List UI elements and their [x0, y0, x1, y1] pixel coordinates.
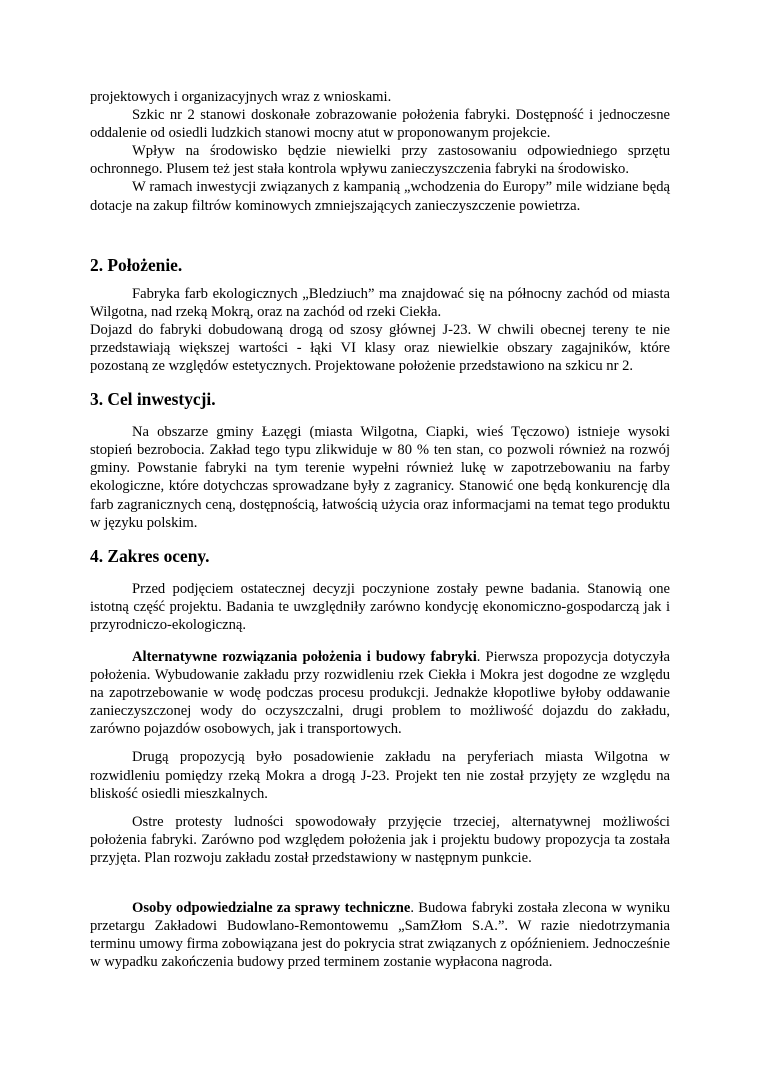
spacer	[90, 215, 670, 255]
section-2-paragraph-2: Dojazd do fabryki dobudowaną drogą od szosy głównej J-23. W chwili obecnej tereny te nie przedstawiają większej wartości - łąki VI klasy oraz niewielkie obszary zagajników, które pozostaną ze względów estetycznych. Projektowane położenie przedstawiono na szkicu nr 2.	[90, 321, 670, 375]
technical-responsibility-paragraph	[90, 899, 670, 971]
alternatives-text: . Pierwsza propozycja dotyczyła położenia. Wybudowanie zakładu przy rozwidleniu rzek Ciekła i Mokra jest dogodne ze względu na zapotrzebowanie w wodę podczas procesu produkcji. Jednakże kłopotliwe byłoby oddawanie zanieczyszczonej wody do oczyszczalni, drugi problem to możliwość dojazdu do zakładu, zarówno pojazdów osobowych, jak i transportowych.	[90, 648, 671, 738]
technical-responsibility-text: . Budowa fabryki została zlecona w wyniku przetargu Zakładowi Budowlano-Remontowemu „SamZłom S.A.”. W razie niedotrzymania terminu umowy firma zobowiązana jest do pokrycia strat związanych z opóźnieniem. Jednocześnie w wypadku zakończenia budowy przed terminem zostanie wypłacona nagroda.	[90, 900, 670, 971]
alternatives-title: Alternatywne rozwiązania położenia i budowy fabryki	[132, 648, 477, 665]
spacer	[90, 566, 670, 580]
spacer	[90, 532, 670, 546]
section-2-heading: 2. Położenie.	[90, 254, 183, 275]
technical-responsibility-title: Osoby odpowiedzialne za sprawy techniczne	[132, 900, 411, 916]
spacer	[90, 867, 670, 899]
second-proposal-paragraph: Drugą propozycją było posadowienie zakładu na peryferiach miasta Wilgotna w rozwidleniu pomiędzy rzeką Mokra a drogą J-23. Projekt ten nie został przyjęty ze względu na bliskość osiedli mieszkalnych.	[90, 749, 670, 802]
section-3-heading: 3. Cel inwestycji.	[90, 389, 216, 410]
spacer	[90, 275, 670, 285]
intro-paragraph-3: Wpływ na środowisko będzie niewielki przy zastosowaniu odpowiedniego sprzętu ochronnego. Plusem też jest stała kontrola wpływu zanieczyszczenia fabryki na środowisko.	[90, 143, 670, 178]
spacer	[90, 634, 670, 648]
intro-paragraph-2: Szkic nr 2 stanowi doskonałe zobrazowanie położenia fabryki. Dostępność i jednoczesne oddalenie od osiedli ludzkich stanowi mocny atut w proponowanym projekcie.	[90, 107, 670, 142]
intro-paragraph-4: W ramach inwestycji związanych z kampanią „wchodzenia do Europy” mile widziane będą dotacje na zakup filtrów kominowych zmniejszających zanieczyszczenie powietrza.	[90, 179, 670, 214]
section-3-paragraph-1: Na obszarze gminy Łazęgi (miasta Wilgotna, Ciapki, wieś Tęczowo) istnieje wysoki stopień bezrobocia. Zakład tego typu zlikwiduje w 80 % ten stan, co pozwoli również na rozwój gminy. Powstanie fabryki na tym terenie wypełni również lukę w zapotrzebowaniu na farby ekologiczne, które dotychczas sprowadzane były z zagranicy. Stanowić one będą konkurencję dla farb zagranicznych ceną, dostępnością, łatwością użycia oraz informacjami na temat tego produktu w języku polskim.	[90, 424, 670, 531]
spacer	[90, 375, 670, 389]
third-proposal-paragraph: Ostre protesty ludności spowodowały przyjęcie trzeciej, alternatywnej możliwości położenia fabryki. Zarówno pod względem położenia jak i projektu budowy propozycja ta została przyjęta. Plan rozwoju zakładu został przedstawiony w następnym punkcie.	[90, 813, 670, 866]
document-page	[90, 88, 670, 971]
alternatives-paragraph	[90, 648, 670, 738]
section-4-paragraph-1: Przed podjęciem ostatecznej decyzji poczynione zostały pewne badania. Stanowią one istotną część projektu. Badania te uwzględniły zarówno kondycję ekonomiczno-gospodarczą jak i przyrodniczo-ekologiczną.	[90, 580, 670, 633]
spacer	[90, 409, 670, 423]
section-4-heading: 4. Zakres oceny.	[90, 545, 210, 566]
section-2-paragraph-1: Fabryka farb ekologicznych „Bledziuch” ma znajdować się na północny zachód od miasta Wilgotna, nad rzeką Mokrą, oraz na zachód od rzeki Ciekła.	[90, 285, 670, 320]
spacer	[90, 738, 670, 748]
intro-paragraph-1: projektowych i organizacyjnych wraz z wnioskami.	[90, 89, 392, 105]
spacer	[90, 803, 670, 813]
